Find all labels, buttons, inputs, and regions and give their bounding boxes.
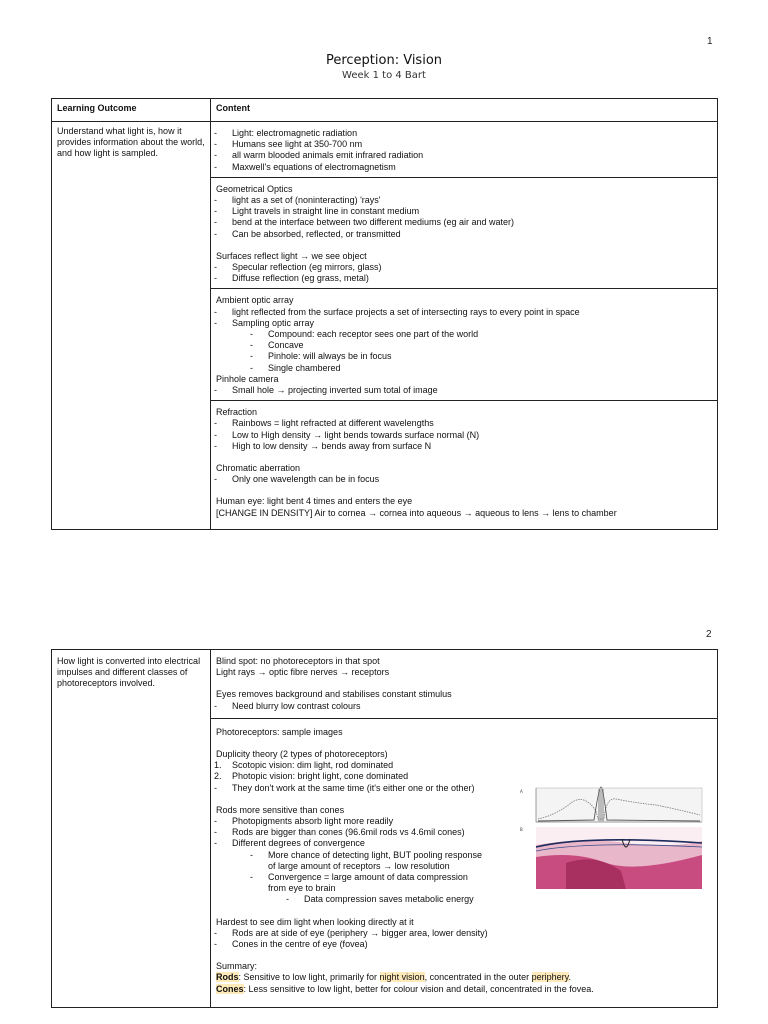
summary-cones: Cones: Less sensitive to low light, better for colour vision and detail, concentrated in the fovea.	[216, 983, 594, 994]
learning-outcome-text: Understand what light is, how it provides information about the world, and how light is sampled.	[57, 126, 205, 159]
list-item: - Data compression saves metabolic energy	[286, 894, 474, 905]
section-heading: Duplicity theory (2 types of photoreceptors)	[216, 749, 388, 760]
retina-cross-section	[520, 827, 702, 889]
learning-outcome-text: How light is converted into electrical impulses and different classes of photoreceptors involved.	[57, 656, 201, 689]
text-line: Photoreceptors: sample images	[216, 726, 343, 737]
list-item: - Light: electromagnetic radiation	[214, 128, 358, 138]
content-cell	[211, 289, 718, 401]
list-item: - Light travels in straight line in constant medium	[214, 206, 420, 217]
svg-text:A: A	[520, 789, 523, 794]
list-item: - Need blurry low contrast colours	[214, 700, 361, 711]
section-heading: Surfaces reflect light → we see object	[216, 250, 367, 261]
list-item: - Concave	[250, 340, 304, 351]
table-row	[52, 650, 718, 719]
text-line: Human eye: light bent 4 times and enters the eye	[216, 496, 413, 507]
list-item: - Cones in the centre of eye (fovea)	[214, 939, 368, 950]
section-heading: Ambient optic array	[216, 295, 294, 306]
list-item: - Diffuse reflection (eg grass, metal)	[214, 273, 369, 284]
section-heading: Hardest to see dim light when looking directly at it	[216, 916, 414, 927]
list-item: - Convergence = large amount of data compression	[250, 872, 468, 883]
page-number: 2	[706, 629, 712, 640]
list-item: - Low to High density → light bends towards surface normal (N)	[214, 429, 480, 440]
section-heading: Refraction	[216, 407, 258, 418]
content-cell	[211, 122, 718, 178]
list-item: - bend at the interface between two different mediums (eg air and water)	[214, 217, 514, 228]
page-subtitle: Week 1 to 4 Bart	[342, 70, 426, 81]
photoreceptor-density-figure	[520, 785, 706, 895]
list-item: - Single chambered	[250, 362, 341, 373]
list-item: - Only one wavelength can be in focus	[214, 474, 380, 485]
header-content: Content	[211, 99, 718, 122]
list-item: - More chance of detecting light, BUT pooling response	[250, 849, 482, 860]
content-cell	[211, 650, 718, 719]
list-item: - Pinhole: will always be in focus	[250, 351, 392, 362]
text-line: Blind spot: no photoreceptors in that spot	[216, 656, 380, 666]
summary-heading: Summary:	[216, 961, 258, 972]
list-item: - Sampling optic array	[214, 317, 315, 328]
section-heading: Geometrical Optics	[216, 183, 293, 194]
list-item: - Rods are at side of eye (periphery → bigger area, lower density)	[214, 927, 488, 938]
list-item: - Compound: each receptor sees one part of the world	[250, 329, 479, 340]
content-cell	[211, 177, 718, 289]
section-heading: Chromatic aberration	[216, 463, 301, 474]
list-item: - High to low density → bends away from surface N	[214, 440, 432, 451]
text-line: [CHANGE IN DENSITY] Air to cornea → cornea into aqueous → aqueous to lens → lens to chamber	[216, 507, 617, 518]
list-item: - Photopigments absorb light more readily	[214, 816, 394, 827]
list-item-continuation: of large amount of receptors → low resolution	[268, 860, 450, 871]
list-item: - Rods are bigger than cones (96.6mil rods vs 4.6mil cones)	[214, 827, 465, 838]
list-item: - Small hole → projecting inverted sum total of image	[214, 385, 438, 396]
page-number: 1	[707, 36, 713, 47]
notes-table-page-1	[51, 98, 718, 530]
table-row	[52, 122, 718, 178]
learning-outcome-cell	[52, 122, 211, 530]
learning-outcome-cell	[52, 650, 211, 1008]
summary-rods: Rods: Sensitive to low light, primarily for night vision, concentrated in the outer periphery.	[216, 972, 572, 983]
page-title: Perception: Vision	[325, 53, 443, 68]
list-item: 2. Photopic vision: bright light, cone dominated	[214, 771, 409, 782]
text-line: Light rays → optic fibre nerves → receptors	[216, 667, 390, 678]
content-cell	[211, 401, 718, 530]
list-item: - They don't work at the same time (it's either one or the other)	[214, 782, 475, 793]
list-item: - Maxwell's equations of electromagnetism	[214, 161, 396, 172]
header-learning-outcome: Learning Outcome	[52, 99, 211, 122]
text-line: Eyes removes background and stabilises constant stimulus	[216, 689, 452, 700]
list-item: - Humans see light at 350-700 nm	[214, 139, 363, 150]
section-heading: Rods more sensitive than cones	[216, 804, 345, 815]
list-item: - light reflected from the surface projects a set of intersecting rays to every point in space	[214, 306, 580, 317]
list-item: - Can be absorbed, reflected, or transmitted	[214, 228, 401, 239]
receptor-density-graph	[520, 787, 702, 822]
list-item: - Rainbows = light refracted at different wavelengths	[214, 418, 434, 429]
list-item: 1. Scotopic vision: dim light, rod dominated	[214, 760, 394, 771]
svg-text:B: B	[520, 827, 523, 832]
list-item: - light as a set of (noninteracting) 'rays'	[214, 195, 381, 206]
list-item: - Different degrees of convergence	[214, 838, 365, 849]
list-item: - Specular reflection (eg mirrors, glass)	[214, 262, 382, 273]
list-item: - all warm blooded animals emit infrared radiation	[214, 150, 424, 161]
table-header-row	[52, 99, 718, 122]
section-heading: Pinhole camera	[216, 373, 279, 384]
list-item-continuation: from eye to brain	[268, 883, 336, 894]
